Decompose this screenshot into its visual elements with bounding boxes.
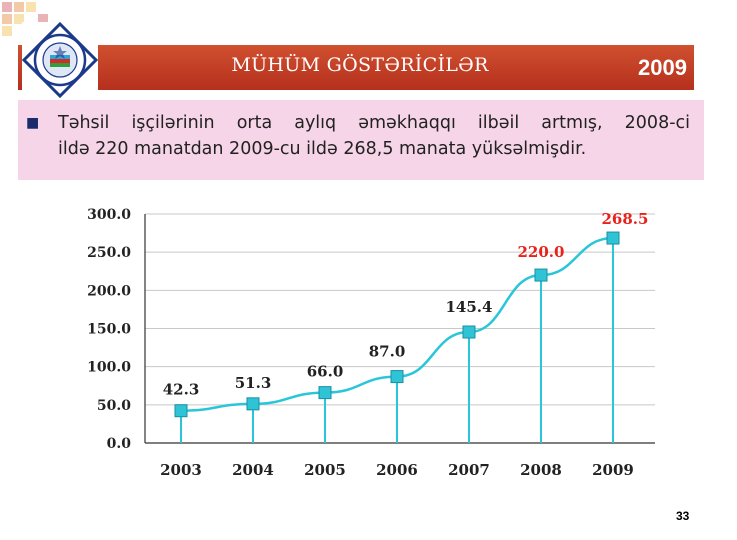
summary-line-1: Təhsil işçilərinin orta aylıq əməkhaqqı ilbəil artmış, 2008-ci — [58, 113, 690, 133]
y-tick-label: 200.0 — [87, 283, 131, 300]
y-tick-label: 150.0 — [87, 321, 131, 338]
deco-square — [2, 14, 12, 24]
data-label: 42.3 — [162, 380, 200, 399]
data-point-marker — [175, 405, 187, 417]
data-label: 220.0 — [517, 243, 565, 262]
data-label: 268.5 — [601, 210, 649, 229]
data-label: 51.3 — [234, 373, 272, 392]
data-point-marker — [247, 398, 259, 410]
data-point-marker — [607, 232, 619, 244]
deco-square — [26, 2, 36, 12]
deco-square — [2, 26, 12, 36]
x-tick-label: 2004 — [232, 461, 274, 479]
page-number: 33 — [676, 509, 690, 523]
data-label: 145.4 — [445, 298, 493, 317]
y-tick-label: 0.0 — [106, 436, 131, 452]
data-point-marker — [319, 387, 331, 399]
summary-line-2: ildə 220 manatdan 2009-cu ildə 268,5 manata yüksəlmişdir. — [58, 139, 587, 159]
y-tick-label: 250.0 — [87, 245, 131, 262]
x-tick-label: 2008 — [520, 461, 562, 479]
x-tick-label: 2003 — [160, 461, 202, 479]
x-tick-label: 2006 — [376, 461, 418, 479]
data-label: 66.0 — [306, 362, 344, 381]
data-point-marker — [535, 269, 547, 281]
y-tick-label: 50.0 — [96, 397, 131, 414]
ministry-seal-logo — [22, 22, 98, 98]
slide-title: MÜHÜM GÖSTƏRİCİLƏR — [231, 54, 489, 76]
slide-year: 2009 — [638, 55, 687, 80]
x-tick-label: 2005 — [304, 461, 346, 479]
data-label: 87.0 — [368, 342, 406, 361]
summary-text — [58, 110, 690, 162]
data-point-marker — [463, 326, 475, 338]
y-tick-label: 300.0 — [87, 207, 131, 223]
x-tick-label: 2009 — [592, 461, 634, 479]
deco-square — [2, 2, 12, 12]
square-bullet-icon: ■ — [26, 115, 40, 131]
x-tick-label: 2007 — [448, 461, 490, 479]
deco-square — [14, 2, 24, 12]
data-point-marker — [391, 371, 403, 383]
series-line — [181, 238, 613, 411]
y-tick-label: 100.0 — [87, 359, 131, 376]
